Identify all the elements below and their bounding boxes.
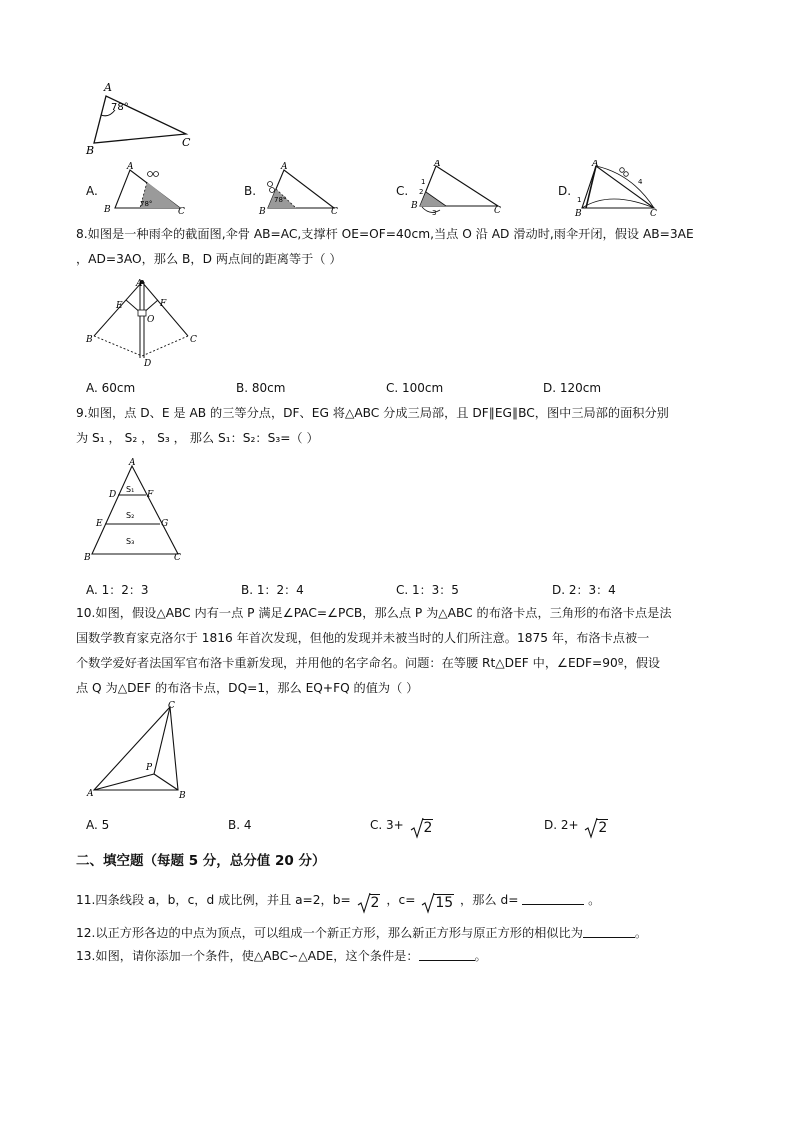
sqrt-symbol (410, 819, 434, 836)
angle-number-3: 3 (432, 209, 437, 216)
vertex-label-d: D (109, 490, 117, 500)
q10-option-c-text: C. 3+ (370, 818, 404, 832)
q7-option-d-label[interactable]: D. (558, 184, 572, 198)
q13-text: 13.如图，请你添加一个条件，使△ABC∽△ADE，这个条件是： (76, 949, 419, 963)
q9-option-c[interactable]: C. 1：3：5 (396, 583, 459, 597)
q11-text-part-2: ，c= (386, 893, 416, 907)
q10-stem-line-3: 个数学爱好者法国军官布洛卡重新发现，并用他的名字命名。问题：在等腰 Rt△DEF 中，∠EDF=90º，假设 (76, 656, 661, 670)
q8-stem-line-1: 8.如图是一种雨伞的截面图,伞骨 AB=AC,支撑杆 OE=OF=40cm,当点 O 沿 AD 滑动时,雨伞开闭，假设 AB=3AE (76, 227, 694, 241)
q11-text-part-1: 11.四条线段 a，b，c，d 成比例，并且 a=2，b= (76, 893, 351, 907)
vertex-label-a: A (136, 279, 143, 289)
vertex-label-b: B (179, 791, 186, 801)
q11-stem (76, 892, 600, 911)
radicand-b: 2 (370, 895, 380, 911)
sqrt-symbol (421, 894, 454, 911)
q12-answer-blank[interactable] (583, 925, 635, 938)
radicand: 2 (598, 820, 608, 836)
radical-sign-icon (584, 817, 598, 839)
vertex-label-f: F (147, 490, 154, 500)
q10-option-c[interactable] (370, 818, 435, 836)
area-label-s3: S₃ (126, 537, 135, 546)
vertex-label-c: C (650, 209, 657, 216)
vertex-label-b: B (84, 553, 91, 563)
sqrt-symbol (584, 819, 608, 836)
q9-option-b[interactable]: B. 1：2：4 (241, 583, 304, 597)
q7-option-b-label[interactable]: B. (244, 184, 257, 198)
vertex-label-d: D (144, 359, 152, 368)
q8-umbrella-figure (84, 278, 204, 368)
q7-option-b-figure[interactable] (258, 160, 348, 216)
q13-answer-blank[interactable] (419, 948, 475, 961)
vertex-label-e: E (96, 519, 103, 529)
q10-stem-line-4: 点 Q 为△DEF 的布洛卡点，DQ=1，那么 EQ+FQ 的值为（ ） (76, 681, 419, 695)
angle-label: 78° (140, 200, 153, 208)
q7-option-a-figure[interactable] (100, 160, 190, 216)
q8-option-c[interactable]: C. 100cm (386, 381, 444, 395)
vertex-label-e: E (116, 301, 123, 311)
q11-answer-blank[interactable] (522, 892, 584, 905)
vertex-label-a: A (127, 162, 134, 172)
q7-main-triangle-figure (84, 80, 204, 160)
q10-option-b[interactable]: B. 4 (228, 818, 252, 832)
angle-number-1: 1 (421, 178, 426, 186)
q11-text-part-3: ，那么 d= (460, 893, 519, 907)
q11-text-part-4: 。 (588, 893, 601, 907)
q10-option-d[interactable] (544, 818, 610, 836)
q8-stem-line-2: ，AD=3AO，那么 B，D 两点间的距离等于（ ） (76, 252, 342, 266)
angle-number-2: 2 (419, 188, 424, 196)
radical-sign-icon (357, 892, 371, 914)
q9-triangle-figure (84, 456, 194, 566)
vertex-label-g: G (161, 519, 169, 529)
q10-stem-line-1: 10.如图，假设△ABC 内有一点 P 满足∠PAC=∠PCB，那么点 P 为△ABC 的布洛卡点，三角形的布洛卡点是法 (76, 606, 672, 620)
q12-text: 12.以正方形各边的中点为顶点，可以组成一个新正方形，那么新正方形与原正方形的相似比为 (76, 926, 583, 940)
sqrt-symbol (357, 894, 381, 911)
vertex-label-o: O (147, 315, 155, 325)
radicand-c: 15 (435, 895, 454, 911)
area-label-s2: S₂ (126, 511, 135, 520)
vertex-label-a: A (434, 160, 441, 169)
q10-stem-line-2: 国数学教育家克洛尔于 1816 年首次发现，但他的发现并未被当时的人们所注意。1875 年，布洛卡点被一 (76, 631, 650, 645)
q12-stem (76, 925, 647, 941)
q7-option-d-figure[interactable] (572, 160, 668, 216)
angle-number-1: 1 (577, 196, 582, 204)
vertex-label-a: A (129, 458, 136, 468)
vertex-label-a: A (87, 789, 94, 799)
q13-end: 。 (474, 949, 487, 963)
q8-option-d[interactable]: D. 120cm (543, 381, 602, 395)
radicand: 2 (423, 820, 433, 836)
vertex-label-b: B (86, 144, 95, 157)
radical-sign-icon (410, 817, 424, 839)
q9-stem-line-1: 9.如图，点 D、E 是 AB 的三等分点，DF、EG 将△ABC 分成三局部，且 DF∥EG∥BC，图中三局部的面积分别 (76, 406, 669, 420)
angle-label: 78° (111, 102, 129, 113)
q8-option-b[interactable]: B. 80cm (236, 381, 286, 395)
vertex-label-c: C (178, 207, 185, 216)
q13-stem (76, 948, 487, 964)
q12-end: 。 (634, 926, 648, 940)
vertex-label-c: C (182, 136, 191, 149)
vertex-label-b: B (259, 207, 266, 216)
vertex-label-p: P (146, 763, 153, 773)
vertex-label-c: C (168, 701, 175, 711)
q9-stem-line-2: 为 S₁ ， S₂ ， S₃ ， 那么 S₁：S₂：S₃=（ ） (76, 431, 319, 445)
vertex-label-b: B (86, 335, 93, 345)
q9-option-a[interactable]: A. 1：2：3 (86, 583, 149, 597)
vertex-label-b: B (411, 201, 418, 211)
q10-option-a[interactable]: A. 5 (86, 818, 110, 832)
vertex-label-c: C (174, 553, 181, 563)
section-heading-fill-in-blank: 二、填空题（每题 5 分，总分值 20 分） (76, 853, 326, 869)
vertex-label-c: C (331, 207, 338, 216)
vertex-label-b: B (575, 209, 582, 216)
vertex-label-f: F (160, 299, 167, 309)
vertex-label-b: B (104, 205, 111, 215)
q7-option-c-label[interactable]: C. (396, 184, 409, 198)
angle-number-4: 4 (638, 178, 643, 186)
vertex-label-a: A (592, 160, 599, 169)
q7-option-c-figure[interactable] (408, 160, 508, 216)
vertex-label-c: C (494, 206, 501, 216)
q8-option-a[interactable]: A. 60cm (86, 381, 136, 395)
q10-triangle-figure (84, 700, 204, 804)
q10-option-d-text: D. 2+ (544, 818, 579, 832)
angle-label: 78° (274, 196, 287, 204)
area-label-s1: S₁ (126, 485, 135, 494)
q7-option-a-label[interactable]: A. (86, 184, 98, 198)
radical-sign-icon (421, 892, 435, 914)
vertex-label-c: C (190, 335, 197, 345)
q9-option-d[interactable]: D. 2：3：4 (552, 583, 616, 597)
vertex-label-a: A (104, 81, 112, 94)
vertex-label-a: A (281, 162, 288, 172)
